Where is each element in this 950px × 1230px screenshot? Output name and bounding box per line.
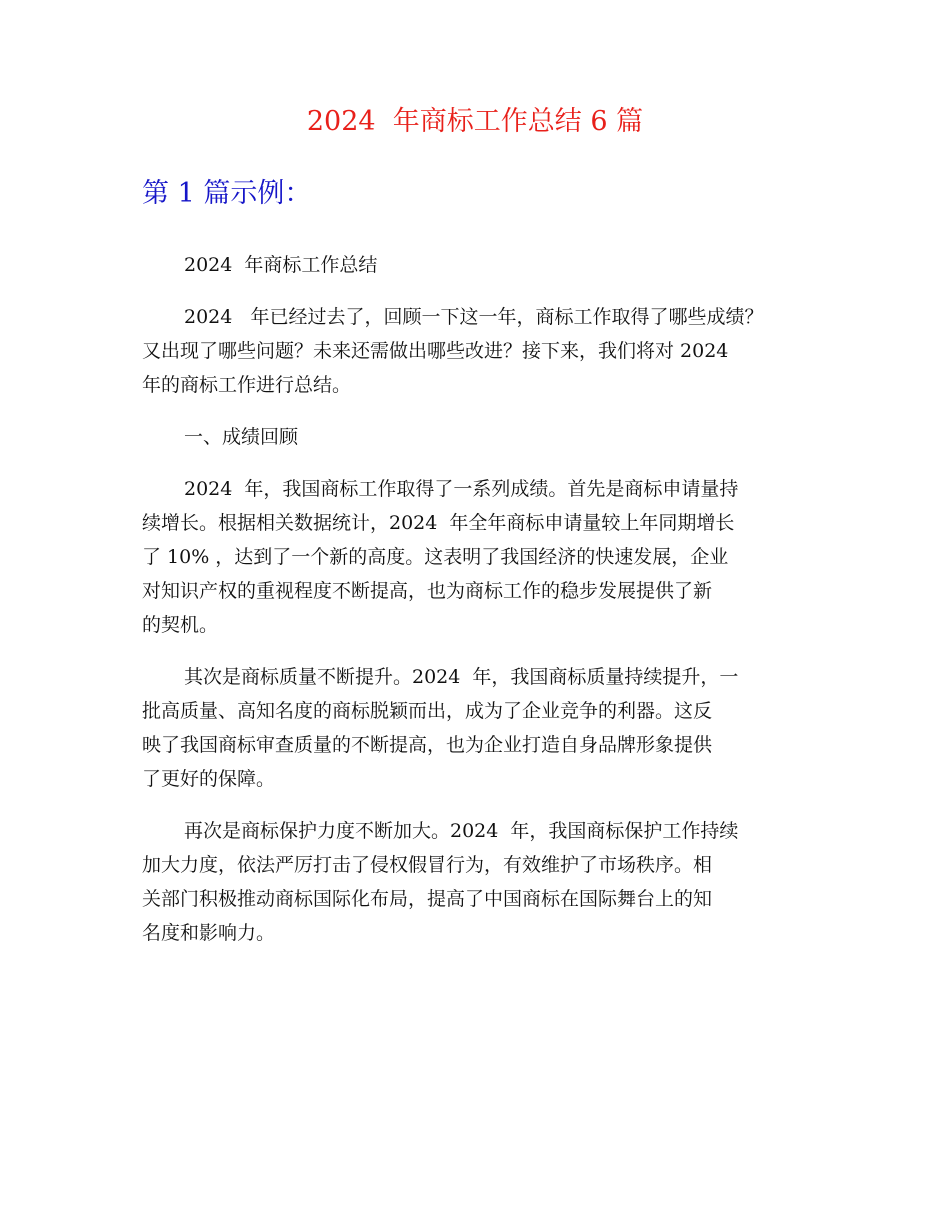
paragraph-line: 2024 年已经过去了，回顾一下这一年，商标工作取得了哪些成绩？ [184,306,764,328]
paragraph-section-title [142,420,842,454]
paragraph-line: 关部门积极推动商标国际化布局，提高了中国商标在国际舞台上的知 [142,888,713,910]
paragraph-line: 又出现了哪些问题？未来还需做出哪些改进？接下来，我们将对 2024 [142,340,729,362]
paragraph-line: 映了我国商标审查质量的不断提高，也为企业打造自身品牌形象提供 [142,734,713,756]
section-heading: 第 1 篇示例： [142,178,312,209]
paragraph-line: 名度和影响力。 [142,922,276,944]
document-body [142,248,842,968]
paragraph-achievements-1 [142,472,842,642]
paragraph-subtitle [142,248,842,282]
paragraph-line: 2024 年商标工作总结 [184,254,378,276]
paragraph-line: 对知识产权的重视程度不断提高，也为商标工作的稳步发展提供了新 [142,580,713,602]
paragraph-line: 续增长。根据相关数据统计，2024 年全年商标申请量较上年同期增长 [142,512,735,534]
paragraph-intro [142,300,842,402]
document-title: 2024 年商标工作总结 6 篇 [306,106,644,137]
paragraph-line: 了更好的保障。 [142,768,276,790]
paragraph-line: 的契机。 [142,614,219,636]
paragraph-line: 了 10% ，达到了一个新的高度。这表明了我国经济的快速发展，企业 [142,546,729,568]
paragraph-line: 批高质量、高知名度的商标脱颖而出，成为了企业竞争的利器。这反 [142,700,713,722]
paragraph-line: 一、成绩回顾 [184,426,299,448]
paragraph-line: 年的商标工作进行总结。 [142,374,352,396]
paragraph-line: 加大力度，依法严厉打击了侵权假冒行为，有效维护了市场秩序。相 [142,854,713,876]
paragraph-achievements-2 [142,660,842,796]
paragraph-achievements-3 [142,814,842,950]
paragraph-line: 2024 年，我国商标工作取得了一系列成绩。首先是商标申请量持 [184,478,739,500]
paragraph-line: 再次是商标保护力度不断加大。2024 年，我国商标保护工作持续 [184,820,739,842]
paragraph-line: 其次是商标质量不断提升。2024 年，我国商标质量持续提升，一 [184,666,739,688]
